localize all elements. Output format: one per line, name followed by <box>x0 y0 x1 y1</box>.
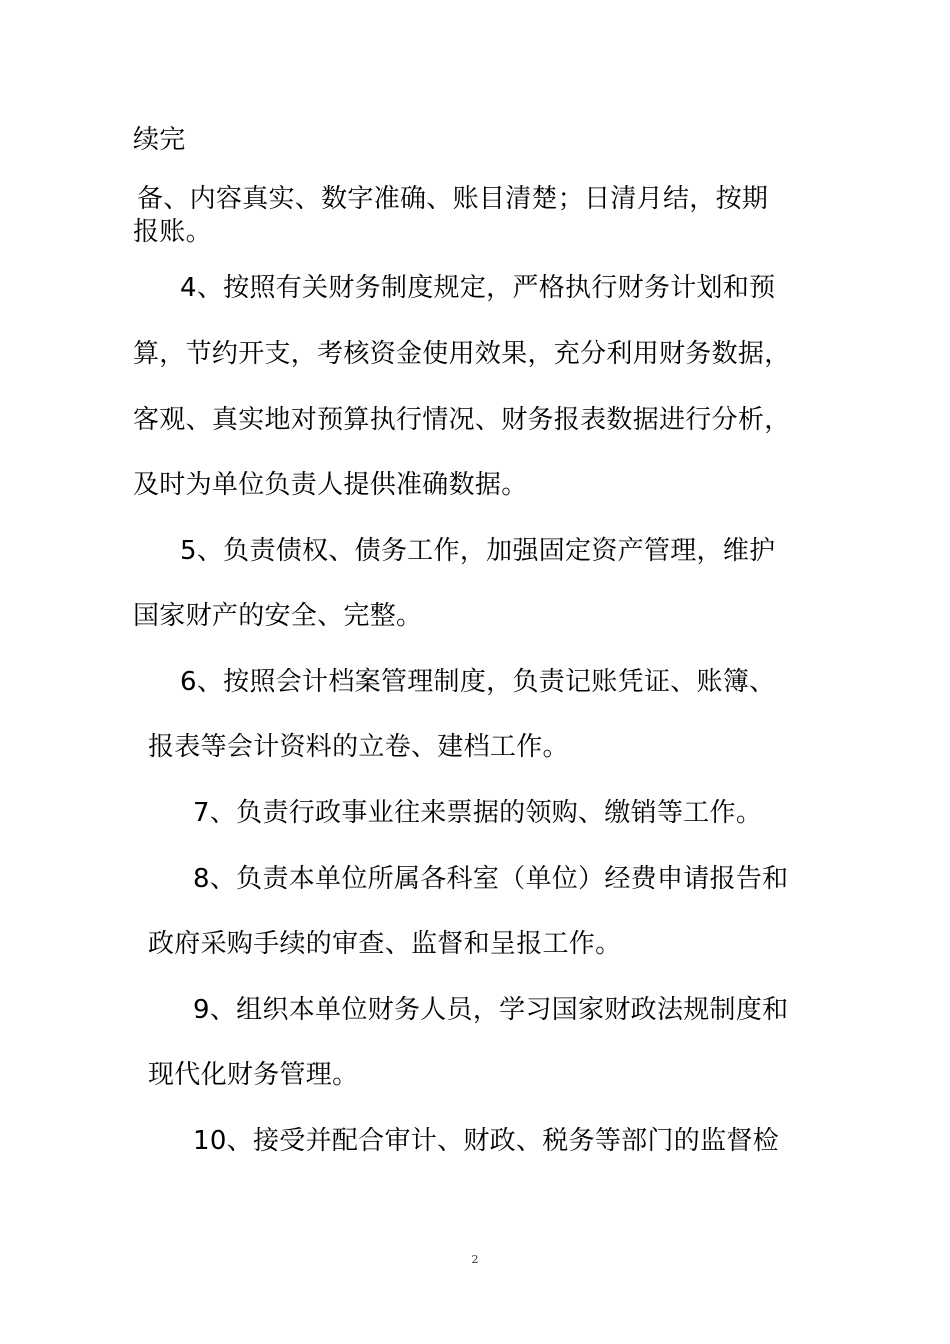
text-line: 及时为单位负责人提供准确数据。 <box>133 470 528 500</box>
text-line: 国家财产的安全、完整。 <box>133 601 423 631</box>
text-line: 7、负责行政事业往来票据的领购、缴销等工作。 <box>193 798 763 828</box>
text-line: 续完 <box>133 125 186 155</box>
text-line: 现代化财务管理。 <box>148 1060 359 1090</box>
text-line: 备、内容真实、数字准确、账目清楚；日清月结，按期 <box>137 184 769 214</box>
text-line: 9、组织本单位财务人员，学习国家财政法规制度和 <box>193 995 789 1025</box>
text-line: 4、按照有关财务制度规定，严格执行财务计划和预 <box>180 273 776 303</box>
text-line: 8、负责本单位所属各科室（单位）经费申请报告和 <box>193 864 789 894</box>
text-line: 报账。 <box>133 217 212 247</box>
text-line: 6、按照会计档案管理制度，负责记账凭证、账簿、 <box>180 667 776 697</box>
text-line: 5、负责债权、债务工作，加强固定资产管理，维护 <box>180 536 776 566</box>
page-number: 2 <box>471 1253 479 1266</box>
text-line: 客观、真实地对预算执行情况、财务报表数据进行分析， <box>133 405 791 435</box>
text-line: 报表等会计资料的立卷、建档工作。 <box>148 732 569 762</box>
text-line: 10、接受并配合审计、财政、税务等部门的监督检 <box>193 1126 779 1156</box>
text-line: 算，节约开支，考核资金使用效果，充分利用财务数据， <box>133 339 791 369</box>
text-line: 政府采购手续的审查、监督和呈报工作。 <box>148 929 622 959</box>
